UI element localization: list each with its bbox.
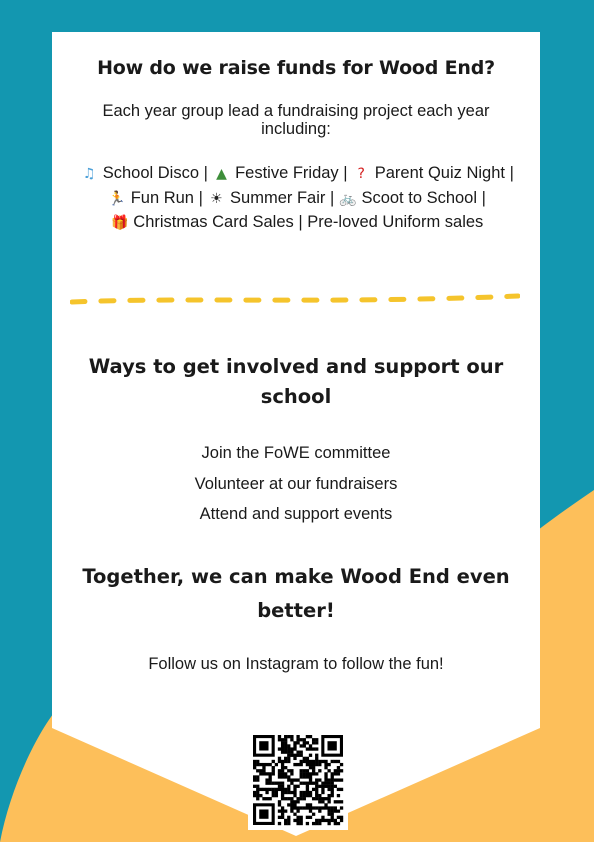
bicycle-icon: 🚲 [339,190,357,207]
event-separator: | [504,164,514,182]
event-separator: | [338,164,353,182]
instagram-text: Follow us on Instagram to follow the fun! [148,655,444,673]
involvement-list [52,438,540,530]
event-separator: | [325,188,339,207]
event-label: Scoot to School [361,188,478,207]
involvement-item: Attend and support events [199,505,393,523]
fundraising-title: How do we raise funds for Wood End? [97,57,495,79]
event-label: Christmas Card Sales [133,213,294,231]
involvement-item: Volunteer at our fundraisers [194,474,398,493]
qr-code-icon[interactable] [248,730,348,830]
event-item [207,189,325,207]
event-item [352,164,505,182]
event-item [307,213,483,231]
event-label: Festive Friday [235,164,339,182]
event-label: Summer Fair [230,188,326,207]
event-item [339,189,477,207]
sun-icon: ☀ [210,190,223,207]
event-item [108,189,194,207]
dashed-divider [70,292,520,306]
event-label: Fun Run [130,188,194,207]
runner-icon: 🏃 [108,190,126,207]
event-item [80,164,199,182]
question-mark-icon: ? [357,166,365,182]
involvement-title: Ways to get involved and support our school [88,355,504,408]
event-separator: | [193,188,208,207]
event-separator: | [293,213,308,231]
christmas-tree-icon: ▲ [216,166,227,182]
events-list [72,162,522,236]
gift-icon: 🎁 [110,215,129,231]
event-label: Pre-loved Uniform sales [307,213,484,231]
event-item [111,213,294,231]
music-notes-icon: ♫ [82,166,96,182]
event-separator: | [199,164,213,182]
fundraising-intro: Each year group lead a fundraising project each year including: [102,102,490,138]
event-label: Parent Quiz Night [374,164,505,182]
closing-title: Together, we can make Wood End even better! [82,565,510,622]
event-item [212,164,338,182]
event-label: School Disco [102,164,200,182]
involvement-item: Join the FoWE committee [201,444,391,462]
event-separator: | [477,188,486,207]
